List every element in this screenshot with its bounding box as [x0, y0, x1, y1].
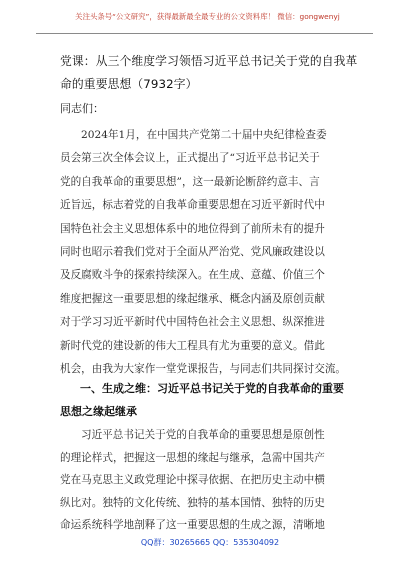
paragraph-line: 对于学习习近平新时代中国特色社会主义思想、纵深推进 [60, 316, 325, 329]
title-line: 党课：从三个维度学习领悟习近平总书记关于党的自我革 [60, 54, 358, 68]
header-promo-note: 关注头条号“公文研究”，获得最新最全最专业的公文资料库！ 微信：gongwenyj [75, 12, 340, 21]
paragraph-line: 国特色社会主义思想体系中的地位得到了前所未有的提升 [60, 222, 325, 235]
paragraph-line: 维度把握这一重要思想的缘起继承、概念内涵及原创贡献 [60, 292, 325, 305]
document-title [60, 50, 360, 96]
footer-contact-note: QQ群：30265665 QQ：535304092 [140, 538, 280, 547]
paragraph-line: 习近平总书记关于党的自我革命的重要思想是原创性 [81, 429, 325, 441]
paragraph-line: 员会第三次全体会议上，正式提出了“习近平总书记关于 [60, 152, 320, 165]
paragraph-line: 命运系统科学地剖释了这一重要思想的生成之源，清晰地 [60, 519, 325, 532]
paragraph-line: 党在马克思主义政党理论中探寻依据、在把历史主动中横 [60, 474, 325, 487]
header-divider [36, 33, 373, 34]
heading-line: 思想之缘起继承 [60, 404, 137, 418]
title-line: 命的重要思想（7932字） [60, 77, 198, 91]
paragraph-line: 纵比对。独特的文化传统、独特的基本国情、独特的历史 [60, 496, 325, 509]
paragraph-intro [60, 124, 352, 381]
salutation: 同志们： [60, 102, 104, 115]
paragraph-line: 新时代党的建设新的伟大工程具有尤为重要的意义。借此 [60, 339, 325, 352]
section-heading-1 [60, 378, 360, 423]
paragraph-line: 机会，由我为大家作一堂党课报告，与同志们共同探讨交流。 [60, 362, 347, 375]
paragraph-line: 同时也昭示着我们党对于全面从严治党、党风廉政建设以 [60, 245, 325, 258]
paragraph-section-1 [60, 424, 352, 537]
paragraph-line: 党的自我革命的重要思想”，这一最新论断辞约意丰、言 [60, 175, 320, 188]
paragraph-line: 近旨远，标志着党的自我革命重要思想在习近平新时代中 [60, 199, 325, 212]
paragraph-line: 2024年1月，在中国共产党第二十届中央纪律检查委 [81, 129, 327, 141]
paragraph-line: 的理论样式，把握这一思想的缘起与继承，急需中国共产 [60, 451, 325, 464]
heading-line: 一、生成之维：习近平总书记关于党的自我革命的重要 [80, 382, 344, 395]
paragraph-line: 及反腐败斗争的探索持续深入。在生成、意蕴、价值三个 [60, 269, 325, 282]
